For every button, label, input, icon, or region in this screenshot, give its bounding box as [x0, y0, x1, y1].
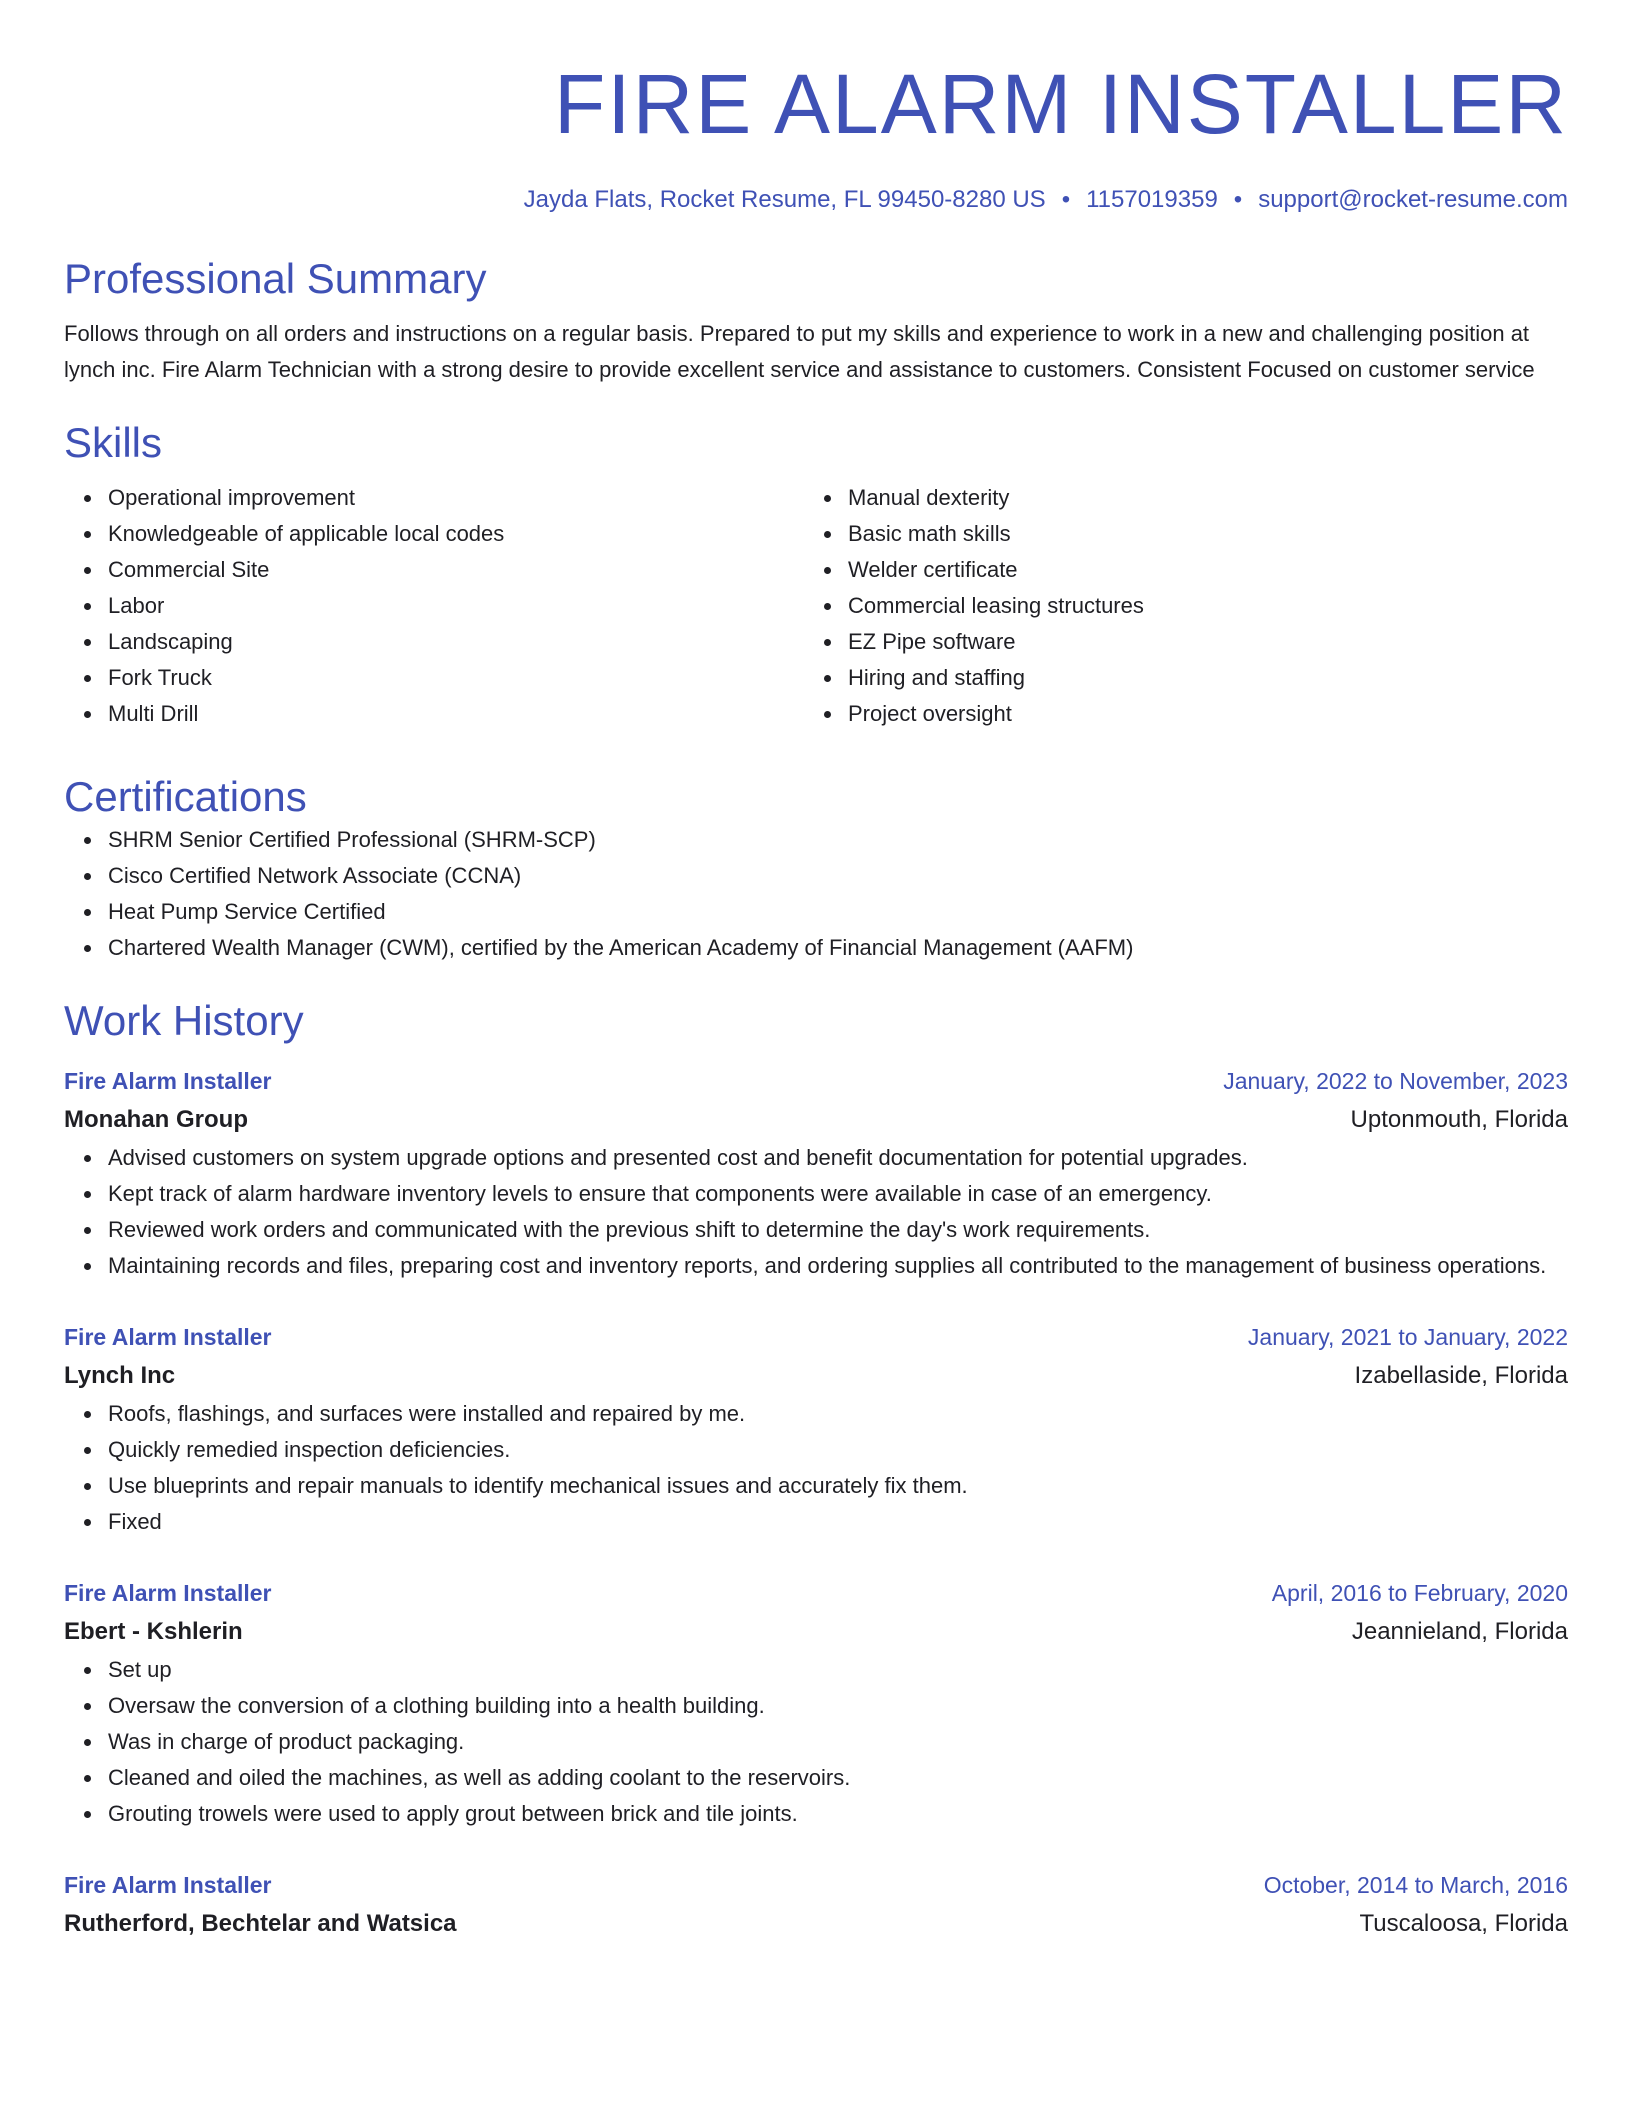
- job-location: Uptonmouth, Florida: [1350, 1106, 1568, 1133]
- job-company-row: [64, 1612, 1568, 1652]
- job-duty: Fixed: [108, 1504, 1568, 1540]
- job-company: Ebert - Kshlerin: [64, 1618, 243, 1645]
- job-duty: Quickly remedied inspection deficiencies.: [108, 1432, 1568, 1468]
- skills-section: [64, 418, 1568, 732]
- contact-phone: 1157019359: [1086, 186, 1218, 213]
- skills-column-right: [804, 480, 1544, 732]
- skills-list-left: [64, 480, 804, 732]
- job-duty: Set up: [108, 1652, 1568, 1688]
- job-location: Izabellaside, Florida: [1354, 1362, 1568, 1389]
- job-entry: [64, 1062, 1568, 1284]
- contact-separator: •: [1061, 186, 1071, 213]
- skill-item: Fork Truck: [108, 660, 804, 696]
- skill-item: Welder certificate: [848, 552, 1544, 588]
- job-duty: Grouting trowels were used to apply grout between brick and tile joints.: [108, 1796, 1568, 1832]
- job-company-row: [64, 1356, 1568, 1396]
- job-title-heading: FIRE ALARM INSTALLER: [553, 57, 1568, 151]
- skills-column-left: [64, 480, 804, 732]
- skills-grid: [64, 480, 1568, 732]
- job-duty: Roofs, flashings, and surfaces were installed and repaired by me.: [108, 1396, 1568, 1432]
- job-duties-list: [64, 1652, 1568, 1832]
- job-duty: Advised customers on system upgrade options and presented cost and benefit documentation for potential upgrades.: [108, 1140, 1568, 1176]
- job-company-row: [64, 1904, 1568, 1944]
- certification-item: Chartered Wealth Manager (CWM), certified by the American Academy of Financial Management (AAFM): [108, 930, 1568, 966]
- work-history-section: [64, 996, 1568, 1944]
- skill-item: Project oversight: [848, 696, 1544, 732]
- job-header-row: [64, 1318, 1568, 1356]
- certification-item: SHRM Senior Certified Professional (SHRM-SCP): [108, 822, 1568, 858]
- skill-item: Multi Drill: [108, 696, 804, 732]
- professional-summary-section: [64, 254, 1568, 388]
- job-location: Jeannieland, Florida: [1351, 1618, 1568, 1645]
- job-duty: Reviewed work orders and communicated with the previous shift to determine the day's work requirements.: [108, 1212, 1568, 1248]
- job-position: Fire Alarm Installer: [64, 1872, 272, 1898]
- skill-item: Hiring and staffing: [848, 660, 1544, 696]
- skill-item: Labor: [108, 588, 804, 624]
- contact-line: [64, 184, 1568, 216]
- job-duty: Was in charge of product packaging.: [108, 1724, 1568, 1760]
- section-heading: Skills: [64, 419, 163, 466]
- skill-item: EZ Pipe software: [848, 624, 1544, 660]
- job-duty: Oversaw the conversion of a clothing building into a health building.: [108, 1688, 1568, 1724]
- contact-email[interactable]: support@rocket-resume.com: [1258, 186, 1568, 213]
- job-duty: Use blueprints and repair manuals to identify mechanical issues and accurately fix them.: [108, 1468, 1568, 1504]
- summary-text: Follows through on all orders and instructions on a regular basis. Prepared to put my skills and experience to work in a new and challenging position at lynch inc. Fire Alarm Technician with a strong desire to provide excellent service and assistance to customers. Consistent Focused on customer service: [64, 321, 1535, 382]
- job-duties-list: [64, 1396, 1568, 1540]
- skill-item: Knowledgeable of applicable local codes: [108, 516, 804, 552]
- job-position: Fire Alarm Installer: [64, 1068, 272, 1094]
- job-position: Fire Alarm Installer: [64, 1324, 272, 1350]
- certifications-list: [64, 822, 1568, 966]
- job-dates: April, 2016 to February, 2020: [1271, 1580, 1568, 1606]
- job-position: Fire Alarm Installer: [64, 1580, 272, 1606]
- job-entry: [64, 1318, 1568, 1540]
- skill-item: Commercial leasing structures: [848, 588, 1544, 624]
- skill-item: Basic math skills: [848, 516, 1544, 552]
- job-duty: Cleaned and oiled the machines, as well as adding coolant to the reservoirs.: [108, 1760, 1568, 1796]
- job-dates: January, 2021 to January, 2022: [1247, 1324, 1568, 1350]
- job-duty: Kept track of alarm hardware inventory levels to ensure that components were available in case of an emergency.: [108, 1176, 1568, 1212]
- job-entry: [64, 1574, 1568, 1832]
- job-company-row: [64, 1100, 1568, 1140]
- certifications-section: [64, 772, 1568, 966]
- job-location: Tuscaloosa, Florida: [1359, 1910, 1568, 1937]
- skill-item: Operational improvement: [108, 480, 804, 516]
- job-company: Rutherford, Bechtelar and Watsica: [64, 1910, 457, 1937]
- job-header-row: [64, 1866, 1568, 1904]
- job-header-row: [64, 1574, 1568, 1612]
- skill-item: Manual dexterity: [848, 480, 1544, 516]
- contact-separator: •: [1233, 186, 1243, 213]
- section-heading: Professional Summary: [64, 255, 487, 302]
- job-duties-list: [64, 1140, 1568, 1284]
- certification-item: Cisco Certified Network Associate (CCNA): [108, 858, 1568, 894]
- job-duty: Maintaining records and files, preparing cost and inventory reports, and ordering supplies all contributed to the management of business operations.: [108, 1248, 1568, 1284]
- certification-item: Heat Pump Service Certified: [108, 894, 1568, 930]
- resume-header: [64, 56, 1568, 216]
- job-dates: January, 2022 to November, 2023: [1223, 1068, 1568, 1094]
- section-heading: Work History: [64, 997, 304, 1044]
- job-dates: October, 2014 to March, 2016: [1263, 1872, 1568, 1898]
- job-header-row: [64, 1062, 1568, 1100]
- job-entry: [64, 1866, 1568, 1944]
- skill-item: Landscaping: [108, 624, 804, 660]
- skills-list-right: [804, 480, 1544, 732]
- section-heading: Certifications: [64, 773, 307, 820]
- job-company: Lynch Inc: [64, 1362, 176, 1389]
- job-company: Monahan Group: [64, 1106, 248, 1133]
- contact-address: Jayda Flats, Rocket Resume, FL 99450-8280 US: [523, 186, 1046, 213]
- skill-item: Commercial Site: [108, 552, 804, 588]
